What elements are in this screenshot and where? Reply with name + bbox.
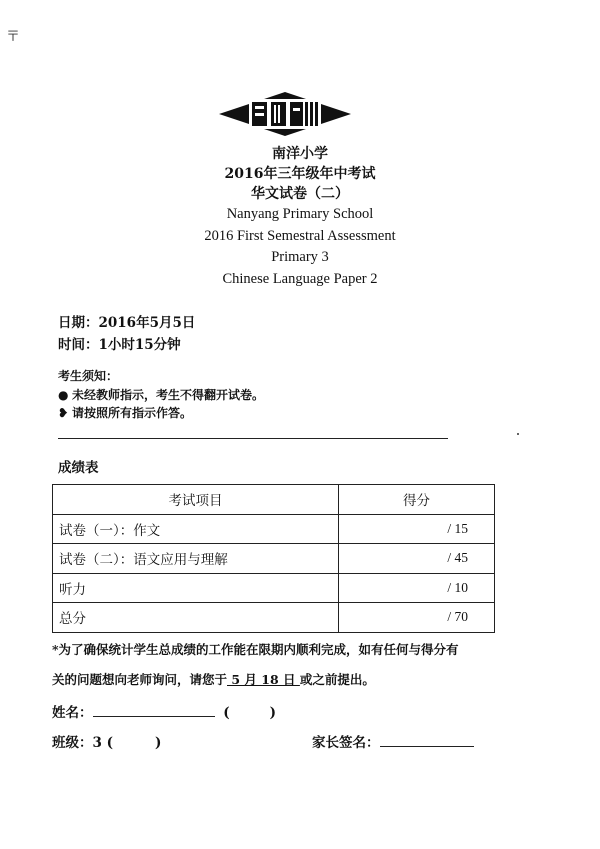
paper-title-en: Chinese Language Paper 2	[222, 270, 378, 287]
index-paren-close: )	[269, 705, 276, 721]
exam-title-en: 2016 First Semestral Assessment	[204, 227, 396, 244]
level-en: Primary 3	[271, 249, 329, 265]
instruction-item	[58, 404, 192, 421]
exam-header	[0, 144, 600, 290]
scan-speck	[517, 433, 519, 435]
bullet-icon: ❥	[58, 406, 69, 420]
footnote-line-1: *为了确保统计学生总成绩的工作能在限期内顺利完成，如有任何与得分有	[52, 642, 459, 657]
school-name-en: Nanyang Primary School	[226, 206, 374, 222]
name-field	[52, 701, 276, 721]
table-row	[53, 573, 495, 603]
school-name-cn: 南洋小学	[272, 146, 328, 162]
divider	[58, 438, 448, 439]
row-score: / 45	[339, 544, 495, 574]
footnote-line-2	[52, 670, 375, 688]
row-item: 总分	[53, 603, 339, 633]
exam-date: 日期：2016年5月5日	[58, 315, 196, 331]
instruction-text: 请按照所有指示作答。	[72, 406, 193, 420]
row-item: 试卷（一）：作文	[53, 514, 339, 544]
exam-duration: 时间：1小时15分钟	[58, 337, 181, 353]
class-paren-close: )	[154, 735, 162, 751]
footnote-text: 关的问题想向老师询问，请您于	[52, 672, 228, 687]
name-label: 姓名：	[52, 705, 93, 721]
header-item: 考试项目	[53, 485, 339, 515]
table-row	[53, 544, 495, 574]
instruction-text: 未经教师指示，考生不得翻开试卷。	[72, 388, 265, 402]
deadline-date: 5 月 18 日	[227, 672, 300, 687]
score-table	[52, 484, 495, 633]
parent-signature-blank[interactable]	[380, 745, 474, 747]
instruction-item	[58, 386, 264, 403]
footnote-text: 或之前提出。	[299, 672, 375, 687]
class-label: 班级：3 (	[52, 735, 113, 751]
class-field	[52, 731, 161, 751]
header-score: 得分	[339, 485, 495, 515]
parent-signature-field	[312, 731, 474, 751]
row-score: / 15	[339, 514, 495, 544]
row-item: 听力	[53, 573, 339, 603]
row-score: / 70	[339, 603, 495, 633]
corner-mark: 〒	[6, 29, 20, 45]
row-item: 试卷（二）：语文应用与理解	[53, 544, 339, 574]
instructions-title: 考生须知：	[58, 369, 119, 383]
score-table-header	[53, 485, 495, 515]
score-table-title: 成绩表	[58, 460, 99, 476]
name-blank[interactable]	[93, 715, 215, 717]
table-row	[53, 603, 495, 633]
index-paren-open: (	[223, 705, 230, 721]
school-logo	[219, 92, 351, 136]
bullet-icon: ●	[58, 388, 69, 402]
table-row	[53, 514, 495, 544]
exam-title-cn: 2016年三年级年中考试	[224, 166, 376, 182]
paper-title-cn: 华文试卷（二）	[251, 186, 349, 202]
row-score: / 10	[339, 573, 495, 603]
parent-signature-label: 家长签名：	[312, 735, 380, 751]
